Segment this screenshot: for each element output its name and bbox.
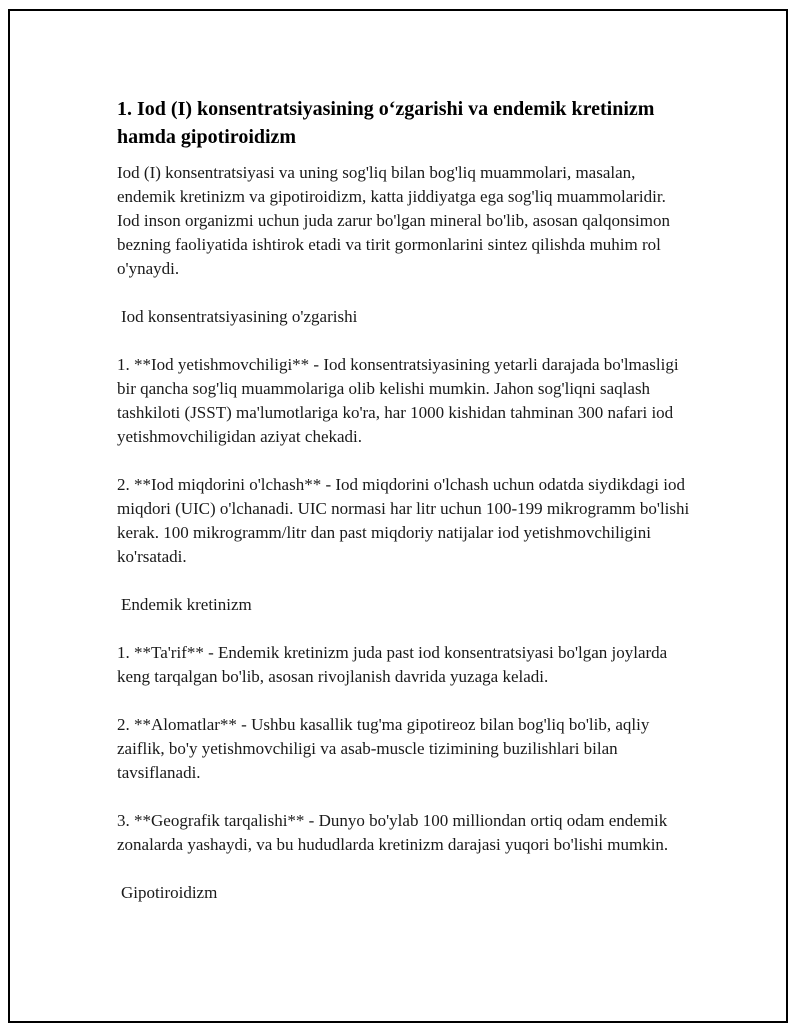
section-heading-kretinizm: Endemik kretinizm [121,595,252,614]
section-heading-gipotiroidizm: Gipotiroidizm [121,883,218,902]
document-title: 1. Iod (I) konsentratsiyasining o‘zgarishi va endemik kretinizm hamda gipotiroidizm [117,98,655,148]
section-item-kretinizm-3: 3. **Geografik tarqalishi** - Dunyo bo'ylab 100 milliondan ortiq odam endemik zonalarda yashaydi, va bu hududlarda kretinizm darajasi yuqori bo'lishi mumkin. [117,811,669,854]
section-item-iod-1: 1. **Iod yetishmovchiligi** - Iod konsentratsiyasining yetarli darajada bo'lmasligi bir qancha sog'liq muammolariga olib kelishi mumkin. Jahon sog'liqni saqlash tashkiloti (JSST) ma'lumotlariga ko'ra, har 1000 kishidan tahminan 300 nafari iod yetishmovchiligidan aziyat chekadi. [117,355,679,446]
section-heading-iod: Iod konsentratsiyasining o'zgarishi [121,307,358,326]
document-body [117,95,692,929]
section-item-kretinizm-1: 1. **Ta'rif** - Endemik kretinizm juda past iod konsentratsiyasi bo'lgan joylarda keng tarqalgan bo'lib, asosan rivojlanish davrida yuzaga keladi. [117,643,668,686]
intro-paragraph: Iod (I) konsentratsiyasi va uning sog'liq bilan bog'liq muammolari, masalan, endemik kretinizm va gipotiroidizm, katta jiddiyatga ega sog'liq muammolaridir. Iod inson organizmi uchun juda zarur bo'lgan mineral bo'lib, asosan qalqonsimon bezning faoliyatida ishtirok etadi va tirit gormonlarini sintez qilishda muhim rol o'ynaydi. [117,163,671,278]
section-item-iod-2: 2. **Iod miqdorini o'lchash** - Iod miqdorini o'lchash uchun odatda siydikdagi iod miqdori (UIC) o'lchanadi. UIC normasi har litr uchun 100-199 mikrogramm bo'lishi kerak. 100 mikrogramm/litr dan past miqdoriy natijalar iod yetishmovchiligini ko'rsatadi. [117,475,690,566]
section-item-kretinizm-2: 2. **Alomatlar** - Ushbu kasallik tug'ma gipotireoz bilan bog'liq bo'lib, aqliy zaiflik, bo'y yetishmovchiligi va asab-muscle tizimining buzilishlari bilan tavsiflanadi. [117,715,650,782]
